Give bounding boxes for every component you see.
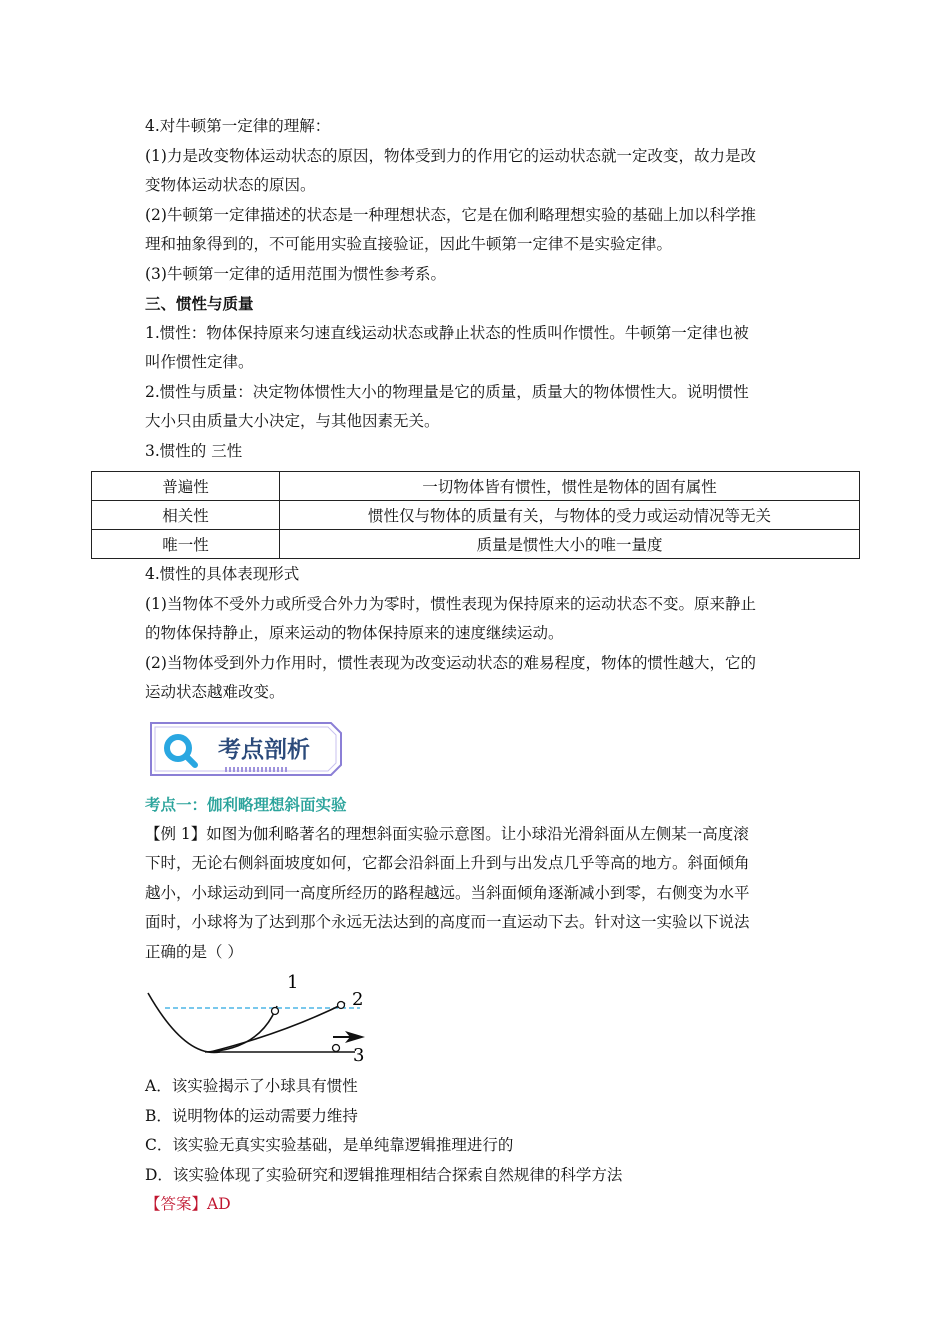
- example-line-2: 下时，无论右侧斜面坡度如何，它都会沿斜面上升到与出发点几乎等高的地方。斜面倾角: [145, 854, 750, 872]
- ball-2: [338, 1002, 345, 1009]
- incline-path-1: [205, 1006, 277, 1052]
- left-incline: [148, 993, 220, 1053]
- paragraph-1-line-2: 变物体运动状态的原因。: [145, 176, 316, 194]
- table-cell-value: 质量是惯性大小的唯一量度: [280, 530, 860, 559]
- section-inertia-forms: [145, 560, 810, 708]
- paragraph-2-line-1: (2)牛顿第一定律描述的状态是一种理想状态，它是在伽利略理想实验的基础上加以科学推: [145, 205, 756, 224]
- heading-inertia-mass: 三、惯性与质量: [145, 294, 254, 313]
- figure-label-1: 1: [287, 972, 299, 993]
- figure-label-2: 2: [352, 989, 364, 1010]
- inertia-4a-line-2: 的物体保持静止，原来运动的物体保持原来的速度继续运动。: [145, 624, 564, 642]
- key-point-banner: [145, 720, 345, 778]
- inertia-properties-table: [91, 471, 860, 559]
- section4-title: 4.对牛顿第一定律的理解：: [145, 117, 331, 135]
- table-cell-key: 普遍性: [92, 472, 280, 501]
- key-point-title: 考点一：伽利略理想斜面实验: [145, 795, 347, 814]
- option-c: C．该实验无真实实验基础，是单纯靠逻辑推理进行的: [145, 1136, 514, 1154]
- inertia-2-line-1: 2.惯性与质量：决定物体惯性大小的物理量是它的质量，质量大的物体惯性大。说明惯性: [145, 382, 749, 401]
- table-row: [92, 530, 860, 559]
- example-line-3: 越小，小球运动到同一高度所经历的路程越远。当斜面倾角逐渐减小到零，右侧变为水平: [145, 883, 750, 902]
- example-line-5: 正确的是（ ）: [145, 942, 243, 961]
- answer: 【答案】AD: [145, 1195, 231, 1213]
- example-line-4: 面时，小球将为了达到那个永远无法达到的高度而一直运动下去。针对这一实验以下说法: [145, 913, 750, 931]
- figure-label-3: 3: [353, 1045, 365, 1066]
- ball-1: [272, 1008, 279, 1015]
- inertia-1-line-1: 1.惯性：物体保持原来匀速直线运动状态或静止状态的性质叫作惯性。牛顿第一定律也被: [145, 323, 749, 342]
- paragraph-1-line-1: (1)力是改变物体运动状态的原因，物体受到力的作用它的运动状态就一定改变，故力是改: [145, 146, 756, 165]
- table-row: [92, 472, 860, 501]
- table-row: [92, 501, 860, 530]
- section-newton-first-law: [145, 112, 810, 466]
- inertia-4b-line-2: 运动状态越难改变。: [145, 683, 285, 701]
- paragraph-3: (3)牛顿第一定律的适用范围为惯性参考系。: [145, 264, 446, 283]
- example-line-1: 【例 1】如图为伽利略著名的理想斜面实验示意图。让小球沿光滑斜面从左侧某一高度滚: [145, 824, 749, 843]
- inertia-3-title: 3.惯性的 三性: [145, 441, 243, 460]
- option-d: D．该实验体现了实验研究和逻辑推理相结合探索自然规律的科学方法: [145, 1165, 623, 1184]
- table-cell-value: 惯性仅与物体的质量有关，与物体的受力或运动情况等无关: [280, 501, 860, 530]
- inertia-1-line-2: 叫作惯性定律。: [145, 353, 254, 371]
- ball-3: [333, 1045, 340, 1052]
- table-cell-key: 相关性: [92, 501, 280, 530]
- inertia-4b-line-1: (2)当物体受到外力作用时，惯性表现为改变运动状态的难易程度，物体的惯性越大，它的: [145, 653, 756, 672]
- inertia-2-line-2: 大小只由质量大小决定，与其他因素无关。: [145, 412, 440, 430]
- section-options: [145, 1072, 810, 1220]
- table-cell-value: 一切物体皆有惯性，惯性是物体的固有属性: [280, 472, 860, 501]
- inertia-4-title: 4.惯性的具体表现形式: [145, 565, 300, 583]
- option-a: A．该实验揭示了小球具有惯性: [145, 1077, 358, 1095]
- option-b: B．说明物体的运动需要力维持: [145, 1106, 358, 1125]
- table-cell-key: 唯一性: [92, 530, 280, 559]
- incline-experiment-figure: [145, 968, 375, 1068]
- section-example: [145, 790, 810, 967]
- inertia-4a-line-1: (1)当物体不受外力或所受合外力为零时，惯性表现为保持原来的运动状态不变。原来静止: [145, 594, 756, 613]
- banner-title: 考点剖析: [218, 737, 310, 763]
- paragraph-2-line-2: 理和抽象得到的，不可能用实验直接验证，因此牛顿第一定律不是实验定律。: [145, 235, 673, 253]
